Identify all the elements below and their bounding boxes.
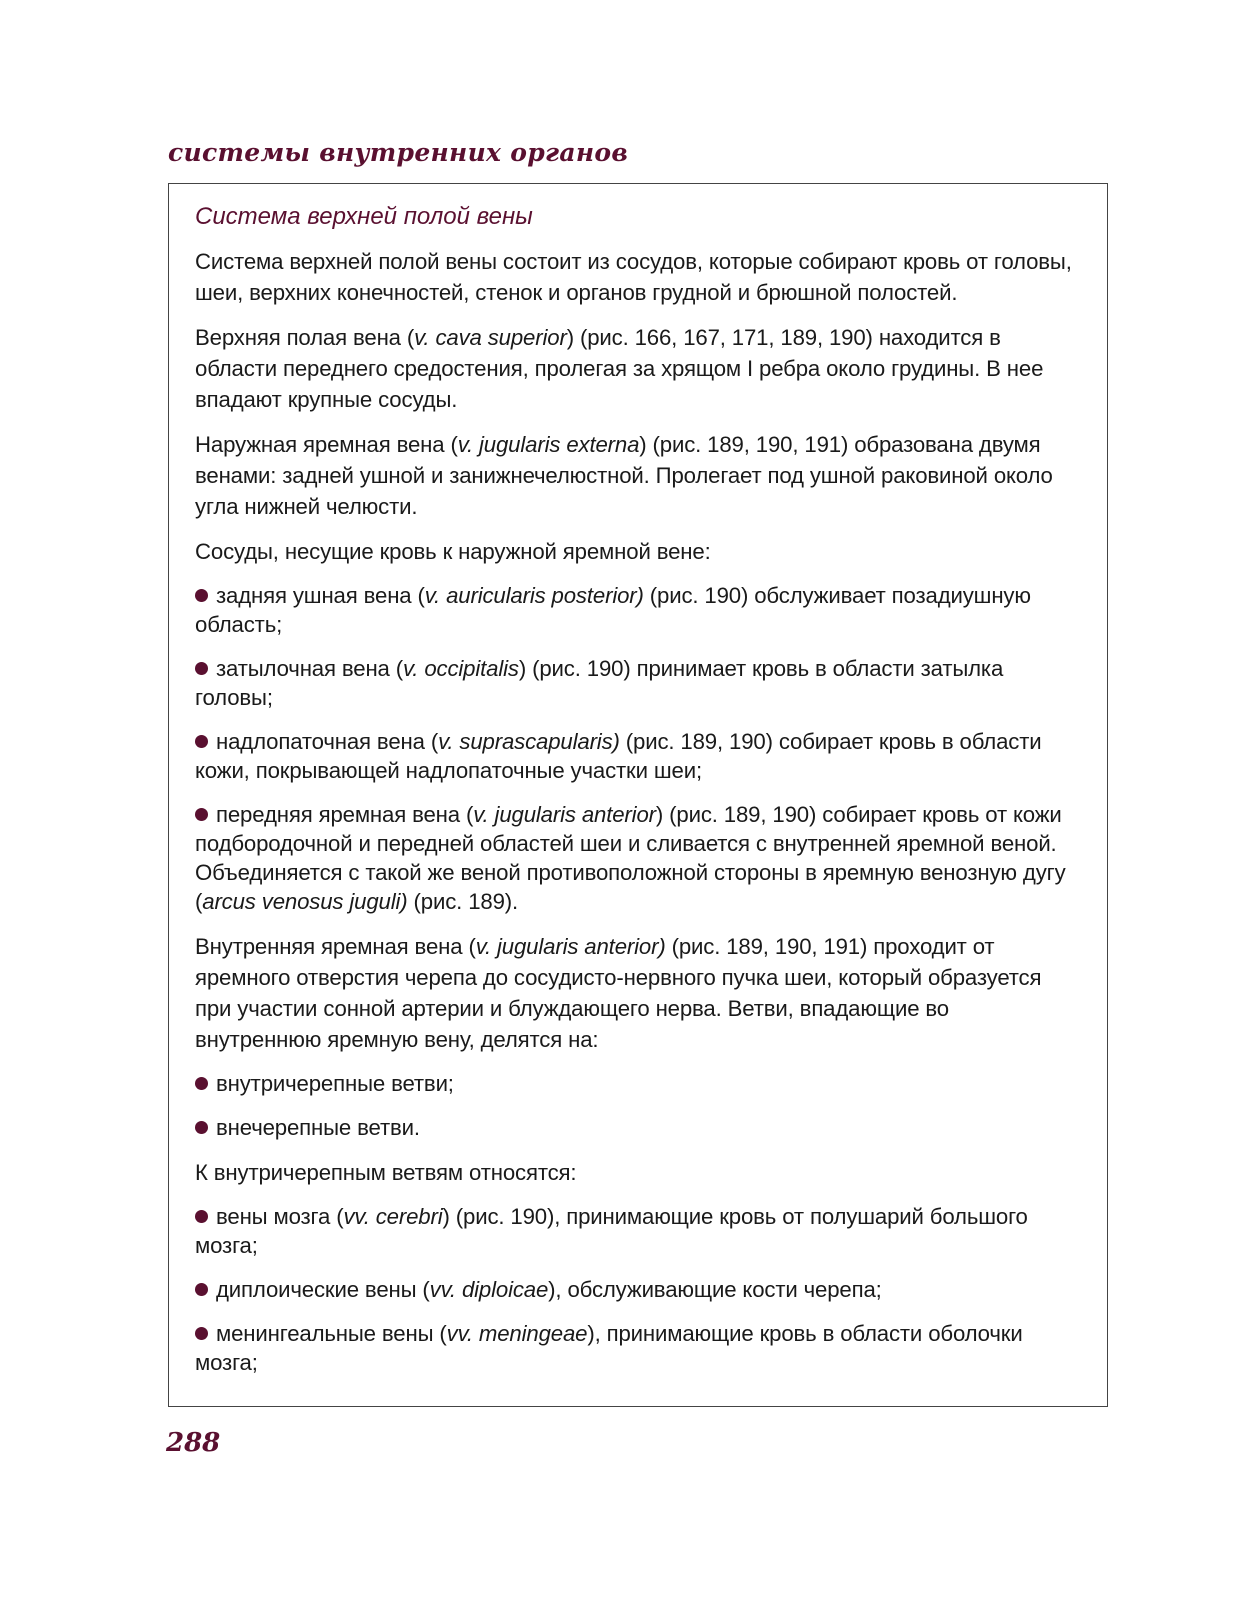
bullet-icon: [195, 589, 208, 602]
text-run: ), обслуживающие кости черепа;: [548, 1277, 882, 1302]
paragraph-external-jugular: [195, 429, 1081, 522]
bullet-icon: [195, 662, 208, 675]
bullet-icon: [195, 1077, 208, 1090]
list-item: [195, 1202, 1081, 1260]
paragraph-superior-vena-cava: [195, 322, 1081, 415]
latin-term: v. jugularis externa: [457, 432, 640, 457]
latin-term: arcus venosus juguli): [202, 889, 408, 914]
bullet-icon: [195, 808, 208, 821]
list-item: [195, 1319, 1081, 1377]
latin-term: v. auricularis posterior): [424, 583, 644, 608]
paragraph-intracranial-intro: К внутричерепным ветвям относятся:: [195, 1160, 577, 1185]
latin-term: v. suprascapularis): [438, 729, 620, 754]
text-run: внутричерепные ветви;: [216, 1071, 454, 1096]
paragraph-intro: Система верхней полой вены состоит из сосудов, которые собирают кровь от головы, шеи, верхних конечностей, стенок и органов грудной и брюшной полостей.: [195, 249, 1072, 305]
text-run: менингеальные вены (: [216, 1321, 447, 1346]
latin-term: vv. diploicae: [429, 1277, 549, 1302]
text-run: (рис. 189).: [407, 889, 519, 914]
text-run: (рис. 189, 190, 191) проходит от яремного отверстия черепа до сосудисто-нервного пучка шеи, который образуется при участии сонной артерии и блуждающего нерва. Ветви, впадающие во внутреннюю яремную вену, делятся на:: [195, 934, 1042, 1052]
paragraph-internal-jugular: [195, 931, 1081, 1055]
bullet-icon: [195, 1210, 208, 1223]
list-item: [195, 1069, 1081, 1098]
text-run: Верхняя полая вена (: [195, 325, 415, 350]
list-item: [195, 727, 1081, 785]
list-item: [195, 581, 1081, 639]
list-item: [195, 1275, 1081, 1304]
latin-term: v. jugularis anterior): [475, 934, 666, 959]
list-item: [195, 1113, 1081, 1142]
text-run: диплоические вены (: [216, 1277, 430, 1302]
text-run: ) (рис. 166, 167, 171, 189, 190) находится в области переднего средостения, пролегая за хрящом I ребра около грудины. В нее впадают крупные сосуды.: [195, 325, 1044, 412]
latin-term: vv. meningeae: [446, 1321, 588, 1346]
text-run: ) (рис. 190), принимающие кровь от полушарий большого мозга;: [195, 1204, 1028, 1258]
text-run: затылочная вена (: [216, 656, 403, 681]
paragraph-vessels-intro: Сосуды, несущие кровь к наружной яремной вене:: [195, 539, 711, 564]
bullet-icon: [195, 1121, 208, 1134]
section-title: Система верхней полой вены: [195, 203, 533, 230]
text-run: Внутренняя яремная вена (: [195, 934, 476, 959]
bullet-icon: [195, 1283, 208, 1296]
latin-term: v. cava superior: [414, 325, 567, 350]
bullet-icon: [195, 735, 208, 748]
text-run: (рис. 189, 190) собирает кровь в области кожи, покрывающей надлопаточные участки шеи;: [195, 729, 1042, 783]
text-run: задняя ушная вена (: [216, 583, 425, 608]
running-header: системы внутренних органов: [168, 138, 629, 167]
bullet-icon: [195, 1327, 208, 1340]
text-run: внечерепные ветви.: [216, 1115, 420, 1140]
page-number: 288: [166, 1428, 221, 1458]
list-item: [195, 654, 1081, 712]
latin-term: vv. cerebri: [343, 1204, 443, 1229]
text-run: вены мозга (: [216, 1204, 344, 1229]
text-run: надлопаточная вена (: [216, 729, 439, 754]
text-run: (рис. 190) обслуживает позадиушную область;: [195, 583, 1031, 637]
latin-term: v. jugularis anterior: [473, 802, 656, 827]
text-run: ), принимающие кровь в области оболочки мозга;: [195, 1321, 1023, 1375]
text-run: передняя яремная вена (: [216, 802, 474, 827]
text-run: ) (рис. 189, 190) собирает кровь от кожи подбородочной и передней областей шеи и сливается с внутренней яремной веной. Объединяется с такой же веной противоположной стороны в яремную венозную дугу (: [195, 802, 1066, 914]
latin-term: v. occipitalis: [403, 656, 519, 681]
content-box: [168, 183, 1108, 1407]
text-run: ) (рис. 190) принимает кровь в области затылка головы;: [195, 656, 1004, 710]
list-item: [195, 800, 1081, 916]
text-run: Наружная яремная вена (: [195, 432, 458, 457]
text-run: ) (рис. 189, 190, 191) образована двумя венами: задней ушной и занижнечелюстной. Пролегает под ушной раковиной около угла нижней челюсти.: [195, 432, 1053, 519]
